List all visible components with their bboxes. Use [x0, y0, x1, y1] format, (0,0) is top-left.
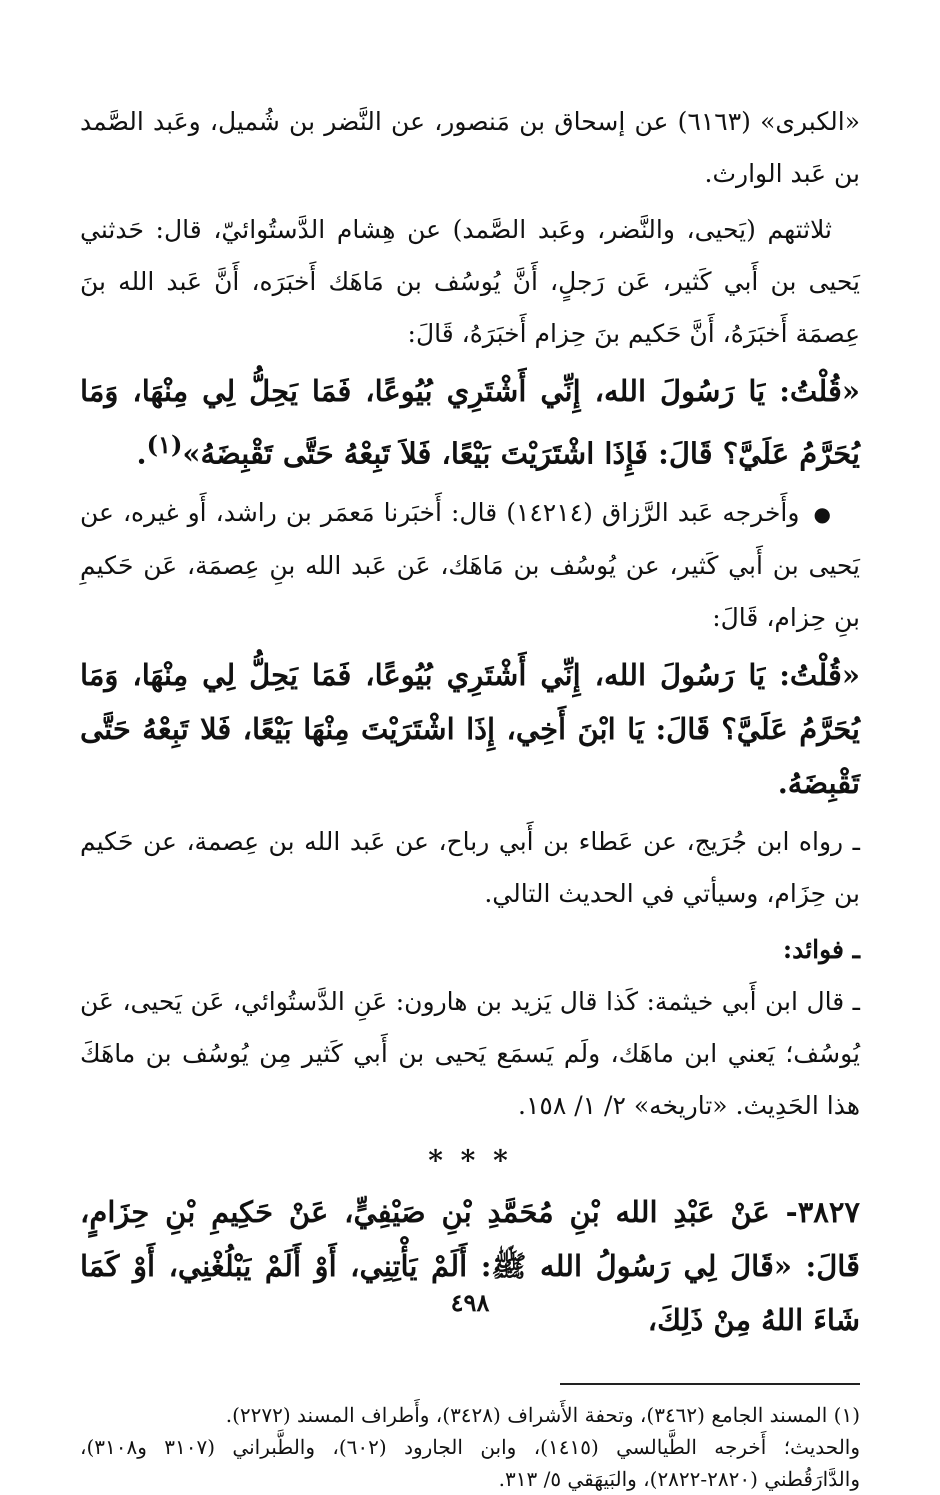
hadith-1-end: .	[136, 436, 147, 471]
page-number: ٤٩٨	[450, 1288, 490, 1317]
fawaid-heading: ـ فوائد:	[782, 934, 860, 964]
footnote-ref-1: (١)	[146, 430, 183, 459]
footnote-1: (١) المسند الجامع (٣٤٦٢)، وتحفة الأَشراف (٣٤٢٨)، وأَطراف المسند (٢٢٧٢).	[225, 1402, 860, 1427]
footnote-2: والحديث؛ أَخرجه الطَّيالسي (١٤١٥)، وابن الجارود (٦٠٢)، والطَّبراني (٣١٠٧ و٣١٠٨)، والدَّارَقُطني (٢٨٢٠-٢٨٢٢)، والبَيهَقي ٥/ ٣١٣.	[80, 1434, 861, 1491]
hadith-text-1	[80, 364, 860, 481]
paragraph-fawaid: ـ قال ابن أَبي خيثمة: كَذا قال يَزيد بن هارون: عَنِ الدَّستُوائي، عَن يَحيى، عَن يُوسُف؛ يَعني ابن ماهَك، ولَم يَسمَع يَحيى بن أَبي كَثير مِن يُوسُف بن ماهَكَ هذا الحَدِيث. «تاريخه» ٢/ ١/ ١٥٨.	[80, 986, 860, 1120]
hadith-text-2: «قُلْتُ: يَا رَسُولَ الله، إِنِّي أَشْتَرِي بُيُوعًا، فَمَا يَحِلُّ لِي مِنْهَا، وَمَا يُحَرَّمُ عَلَيَّ؟ قَالَ: يَا ابْنَ أَخِي، إِذَا اشْتَرَيْتَ مِنْهَا بَيْعًا، فَلا تَبِعْهُ حَتَّى تَقْبِضَهُ.	[80, 657, 860, 800]
paragraph-riwaya: ـ رواه ابن جُرَيج، عن عَطاء بن أَبي رباح، عن عَبد الله بن عِصمة، عن حَكيم بن حِزَام، وسيأتي في الحديث التالي.	[80, 826, 860, 908]
takhrij-text: وأَخرجه عَبد الرَّزاق (١٤٢١٤) قال: أَخبَرنا مَعمَر بن راشد، أَو غيره، عن يَحيى بن أَبي كَثير، عن يُوسُف بن مَاهَك، عَن عَبد الله بنِ عِصمَة، عَن حَكيمِ بنِ حِزام، قَالَ:	[80, 497, 860, 632]
paragraph-source: «الكبرى» (٦١٦٣) عن إسحاق بن مَنصور، عن النَّضر بن شُميل، وعَبد الصَّمد بن عَبد الوارث.	[80, 107, 861, 188]
paragraph-takhrij	[80, 487, 860, 644]
hadith-3827: ٣٨٢٧- عَنْ عَبْدِ الله بْنِ مُحَمَّدِ بْنِ صَيْفِيٍّ، عَنْ حَكِيمِ بْنِ حِزَامٍ، قَالَ: «قَالَ لِي رَسُولُ الله ﷺ: أَلَمْ يَأْتِنِي، أَوْ أَلَمْ يَبْلُغْنِي، أَوْ كَمَا شَاءَ اللهُ مِنْ ذَلِكَ،	[80, 1194, 860, 1337]
paragraph-isnad: ثلاثتهم (يَحيى، والنَّضر، وعَبد الصَّمد) عن هِشام الدَّستُوائيّ، قال: حَدثني يَحيى بن أَبي كَثير، عَن رَجلٍ، أَنَّ يُوسُف بن مَاهَك أَخبَرَه، أَنَّ عَبد الله بنَ عِصمَة أَخبَرَهُ، أَنَّ حَكيم بنَ حِزام أَخبَرَهُ، قَالَ:	[80, 215, 860, 348]
section-divider-stars: * * *	[428, 1143, 512, 1177]
bullet-icon: ●	[813, 501, 832, 526]
hadith-1-body: «قُلْتُ: يَا رَسُولَ الله، إِنِّي أَشْتَرِي بُيُوعًا، فَمَا يَحِلُّ لِي مِنْهَا، وَمَا يُحَرَّمُ عَلَيَّ؟ قَالَ: فَإِذَا اشْتَرَيْتَ بَيْعًا، فَلاَ تَبِعْهُ حَتَّى تَقْبِضَهُ»	[80, 374, 860, 471]
